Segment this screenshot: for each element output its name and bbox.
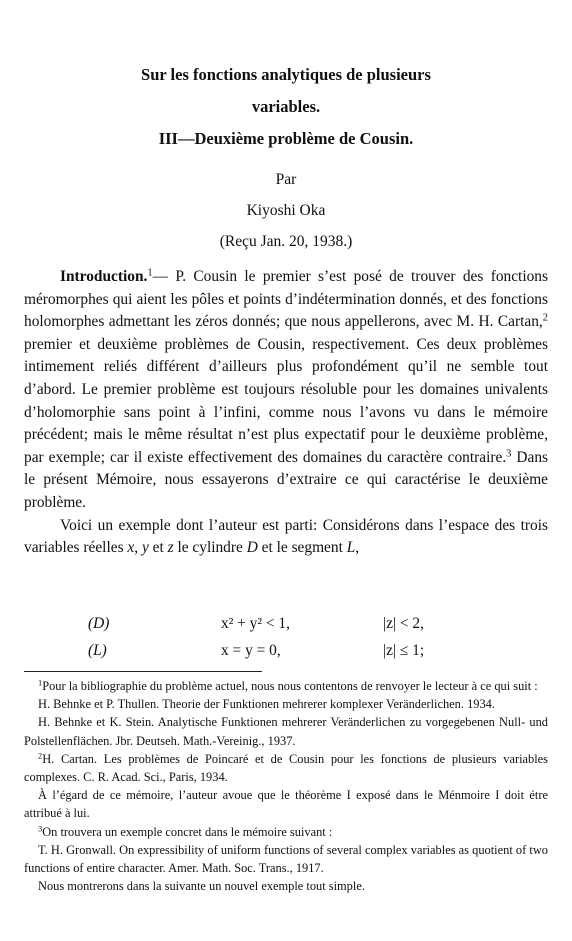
intro-text-1: — P. Cousin le premier s’est posé de trouver des fonctions méromorphes qui aient les pôles et points d’indétermination donnés, et des fonctions holomorphes admettant les zéros donnés; que nous appellerons, avec M. H. Cartan, [24, 268, 548, 331]
footnotes [24, 677, 548, 895]
footnote-1-ref-2: H. Behnke et K. Stein. Analytische Funktionen mehrerer Veränderlichen zu vorgegebenen Null- und Polstellenflächen. Jbr. Deutseh. Math.-Vereinig., 1937. [24, 715, 548, 748]
footnote-1-mark: 1 [38, 677, 43, 688]
intro-text-2: premier et deuxième problèmes de Cousin, respectivement. Ces deux problèmes intimement reliés différent d’ailleurs plus profondément qu’il ne semble tout d’abord. Le premier problème est toujours résoluble pour les domaines univalents d’holomorphie sans point à l’infini, comme nous l’avons vu dans le mémoire précédent; mais le même résultat n’est plus expectatif pour le deuxième problème, par exemple; car il existe effectivement des domaines du caractère contraire. [24, 335, 548, 466]
title-line-1: Sur les fonctions analytiques de plusieurs [141, 65, 431, 84]
footnote-1 [24, 677, 548, 695]
equation-rhs-L: |z| ≤ 1; [383, 642, 425, 659]
example-text-d: , [355, 539, 360, 557]
footnote-2-extra: À l’égard de ce mémoire, l’auteur avoue que le théorème I exposé dans le Ménmoire I doit étre attribué à lui. [24, 788, 548, 821]
author-name: Kiyoshi Oka [246, 202, 326, 219]
footnote-ref-3[interactable]: 3 [506, 448, 512, 459]
footnote-3-ref: T. H. Gronwall. On expressibility of uniform functions of several complex variables as quotient of two functions of entire character. Amer. Math. Soc. Trans., 1917. [24, 842, 548, 876]
by-line: Par [275, 171, 297, 188]
example-text-b: le cylindre [173, 539, 247, 557]
variable-y: y [141, 539, 149, 557]
footnote-3-mark: 3 [38, 823, 43, 833]
equation-lhs-D: x² + y² < 1, [221, 615, 290, 632]
footnote-2-mark: 2 [38, 750, 43, 761]
variable-z: z [167, 539, 174, 557]
title-line-2: variables. [251, 97, 321, 116]
footnote-3-extra: Nous montrerons dans la suivante un nouvel exemple tout simple. [38, 879, 365, 894]
intro-paragraph [24, 266, 548, 515]
footnote-2 [24, 750, 548, 786]
equation-row-L [0, 642, 572, 664]
footnote-1-ref-1: H. Behnke et P. Thullen. Theorie der Funktionen mehrerer komplexer Veränderlichen. 1934. [38, 697, 495, 712]
equation-label-D: (D) [88, 615, 110, 632]
equation-rhs-D: |z| < 2, [383, 615, 424, 632]
main-text [24, 266, 548, 560]
intro-text-3: Dans le présent Mémoire, nous essayerons d’extraire ce qui caractérise le deuxième problème. [24, 448, 548, 511]
example-text-a: Voici un exemple dont l’auteur est parti: Considérons dans l’espace des trois variables réelles [24, 516, 548, 557]
equation-lhs-L: x = y = 0, [221, 642, 281, 659]
footnote-2-text: H. Cartan. Les problèmes de Poincaré et de Cousin pour les fonctions de plusieurs variables complexes. C. R. Acad. Sci., Paris, 1934. [24, 751, 548, 785]
footnote-1-text: Pour la bibliographie du problème actuel, nous nous contentons de renvoyer le lecteur à ce qui suit : [42, 679, 538, 693]
separator-2: et [148, 539, 168, 557]
equation-label-L: (L) [88, 642, 107, 659]
footnote-3-text: On trouvera un exemple concret dans le mémoire suivant : [42, 824, 333, 839]
variable-x: x [127, 539, 135, 557]
footnote-ref-1[interactable]: 1 [147, 267, 153, 279]
title-line-3: III—Deuxième problème de Cousin. [158, 129, 414, 148]
example-paragraph [24, 515, 548, 560]
footnote-ref-2[interactable]: 2 [542, 312, 548, 324]
variable-D: D [246, 539, 258, 557]
footnote-3 [24, 823, 548, 841]
variable-L: L [346, 539, 356, 557]
example-text-c: et le segment [257, 539, 347, 557]
footnote-divider [24, 671, 262, 672]
equation-row-D [0, 615, 572, 637]
intro-heading: Introduction. [60, 268, 148, 285]
separator-1: , [134, 539, 142, 557]
received-date: (Reçu Jan. 20, 1938.) [219, 233, 353, 250]
